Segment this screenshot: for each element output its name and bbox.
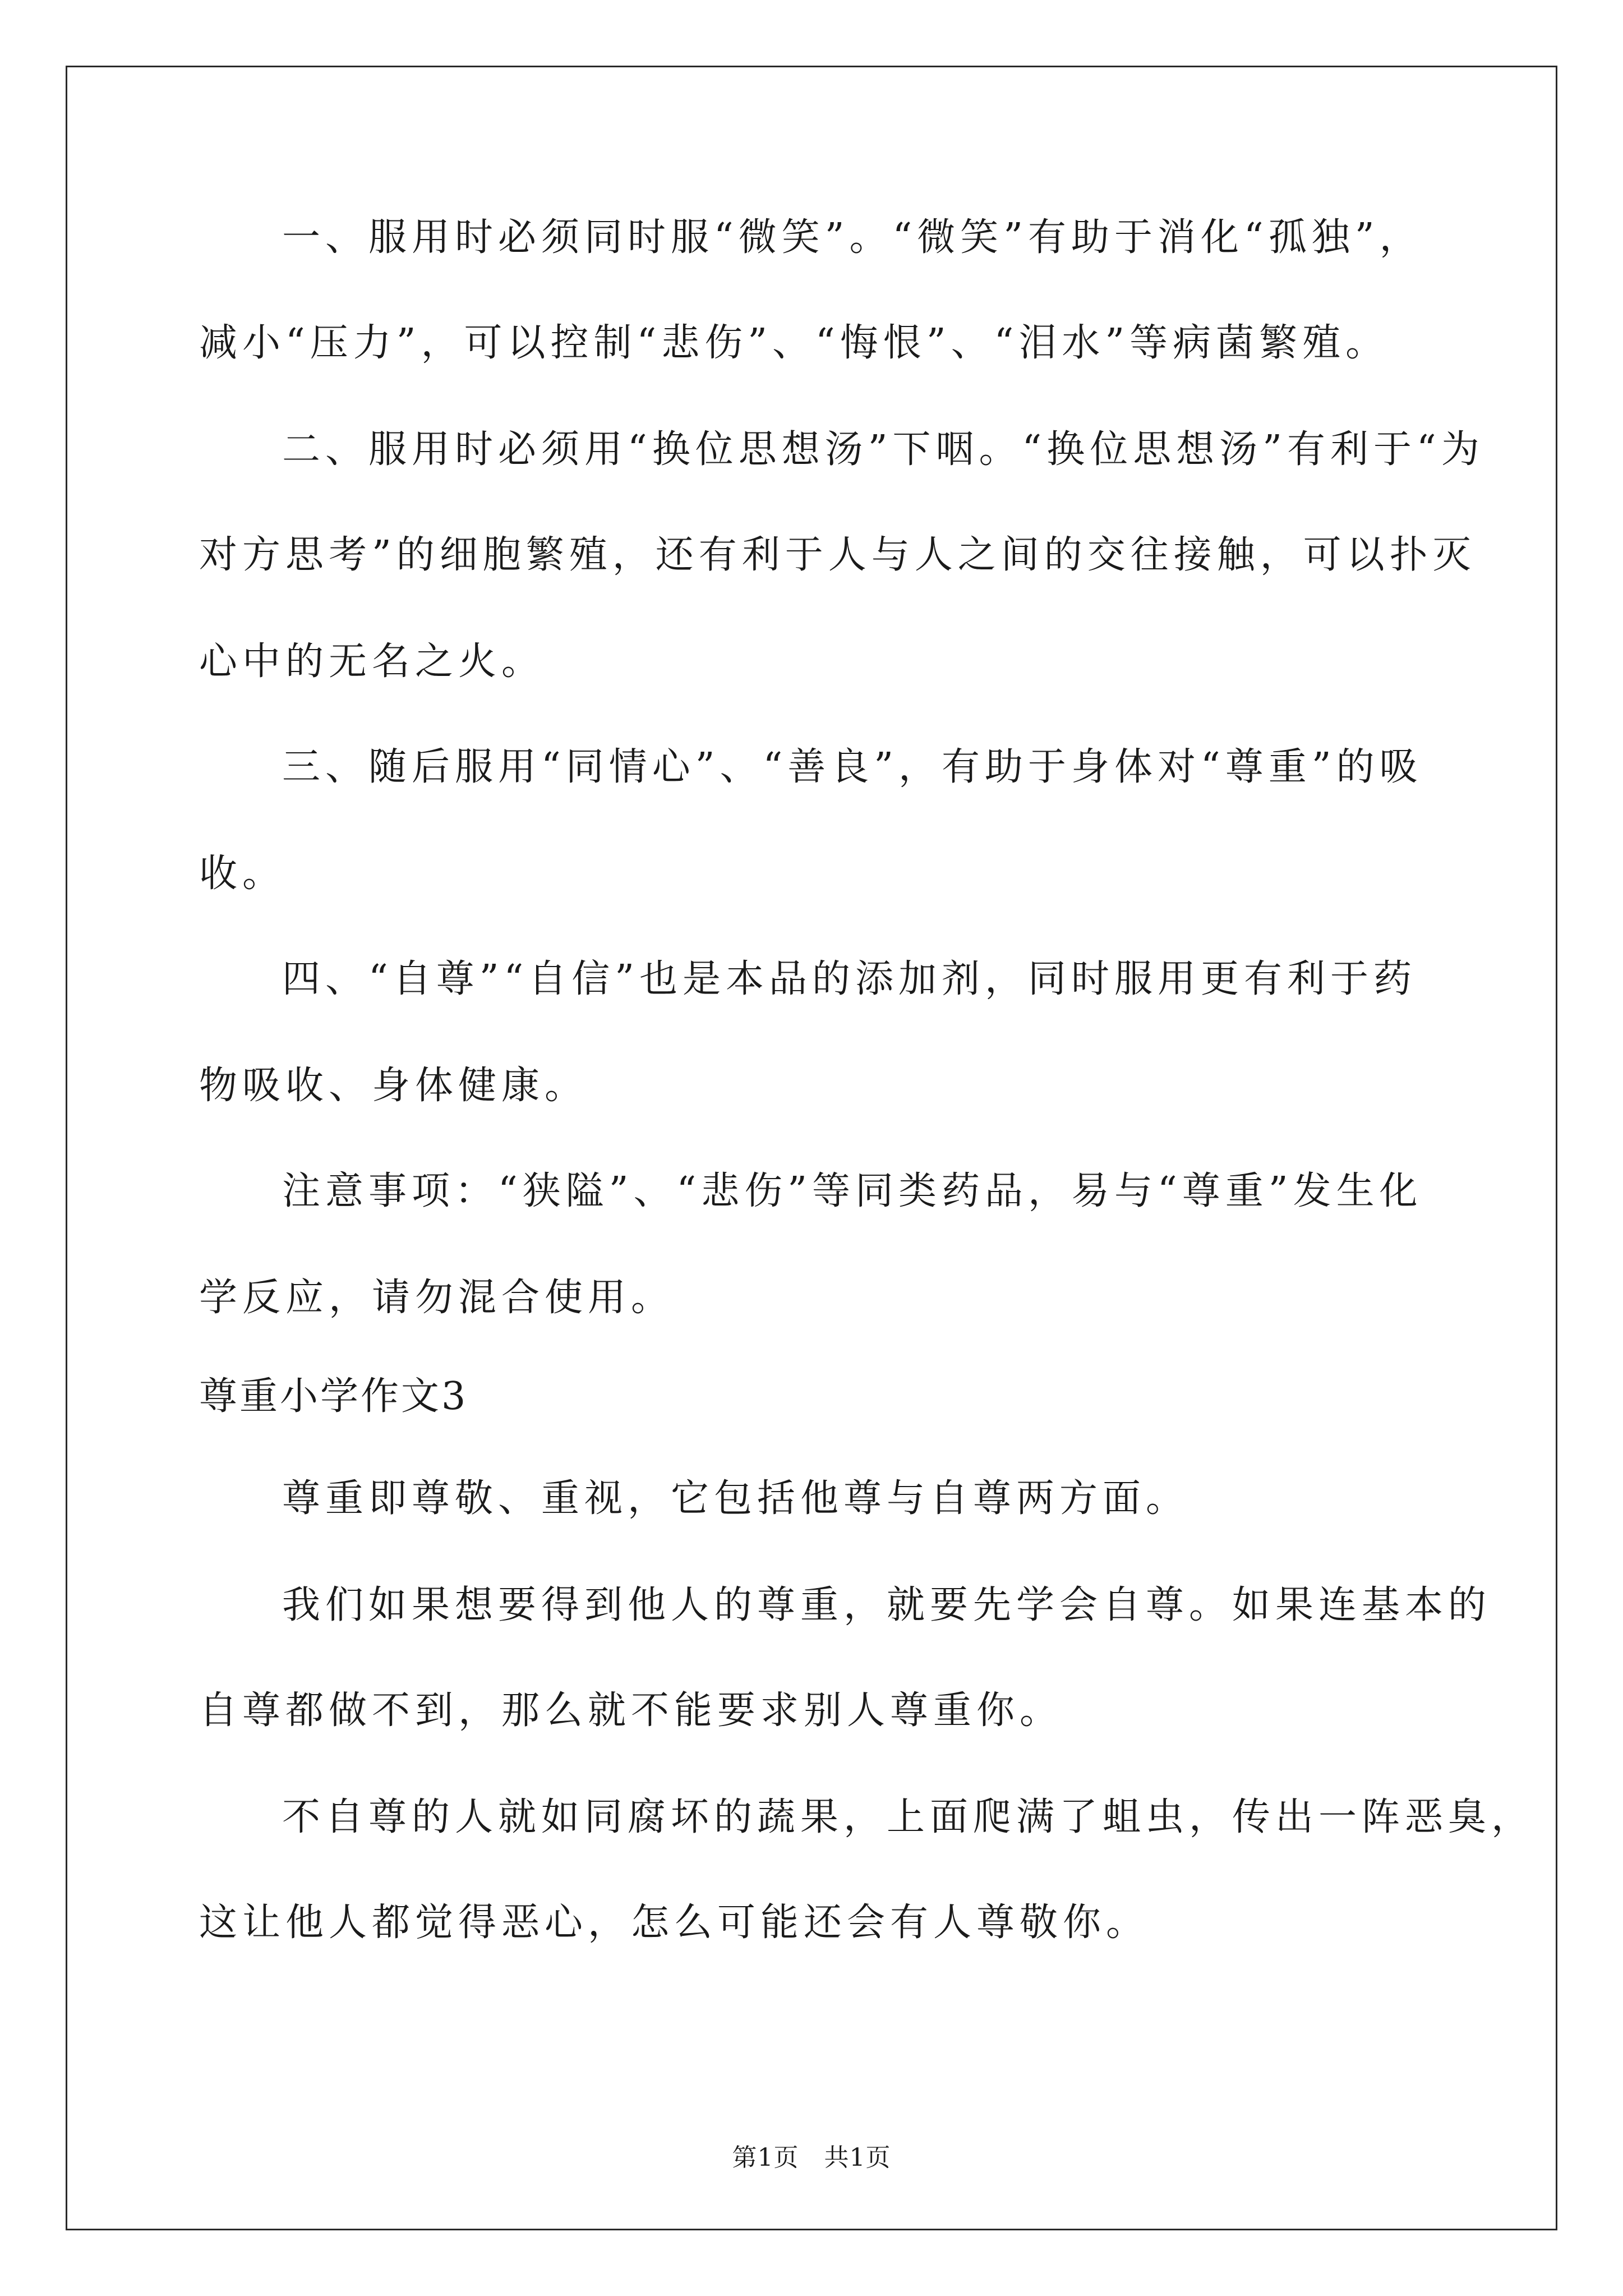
paragraph-2-line-1: 二、服用时必须用“换位思想汤”下咽。“换位思想汤”有利于“为 [282,427,1484,472]
paragraph-5-line-1: 注意事项：“狭隘”、“悲伤”等同类药品，易与“尊重”发生化 [282,1169,1423,1213]
section-paragraph-2-line-1: 我们如果想要得到他人的尊重，就要先学会自尊。如果连基本的 [282,1583,1492,1627]
section-paragraph-2-line-2: 自尊都做不到，那么就不能要求别人尊重你。 [199,1688,1063,1733]
paragraph-1-line-2: 减小“压力”，可以控制“悲伤”、“悔恨”、“泪水”等病菌繁殖。 [199,321,1389,365]
paragraph-2-line-2: 对方思考”的细胞繁殖，还有利于人与人之间的交往接触，可以扑灭 [199,533,1476,577]
section-paragraph-3-line-2: 这让他人都觉得恶心，怎么可能还会有人尊敬你。 [199,1901,1150,1945]
paragraph-1-line-1: 一、服用时必须同时服“微笑”。“微笑”有助于消化“孤独”， [282,215,1423,260]
page-footer: 第1页 共1页 [732,2143,891,2172]
paragraph-5-line-2: 学反应，请勿混合使用。 [199,1276,675,1320]
paragraph-4-line-1: 四、“自尊”“自信”也是本品的添加剂，同时服用更有利于药 [282,957,1417,1001]
section-heading: 尊重小学作文3 [199,1374,468,1419]
paragraph-3-line-2: 收。 [199,852,286,896]
section-paragraph-3-line-1: 不自尊的人就如同腐坏的蔬果，上面爬满了蛆虫，传出一阵恶臭， [282,1795,1535,1839]
paragraph-2-line-3: 心中的无名之火。 [199,639,545,684]
paragraph-3-line-1: 三、随后服用“同情心”、“善良”，有助于身体对“尊重”的吸 [282,745,1423,789]
paragraph-4-line-2: 物吸收、身体健康。 [199,1064,588,1108]
section-paragraph-1-line-1: 尊重即尊敬、重视，它包括他尊与自尊两方面。 [282,1476,1189,1521]
